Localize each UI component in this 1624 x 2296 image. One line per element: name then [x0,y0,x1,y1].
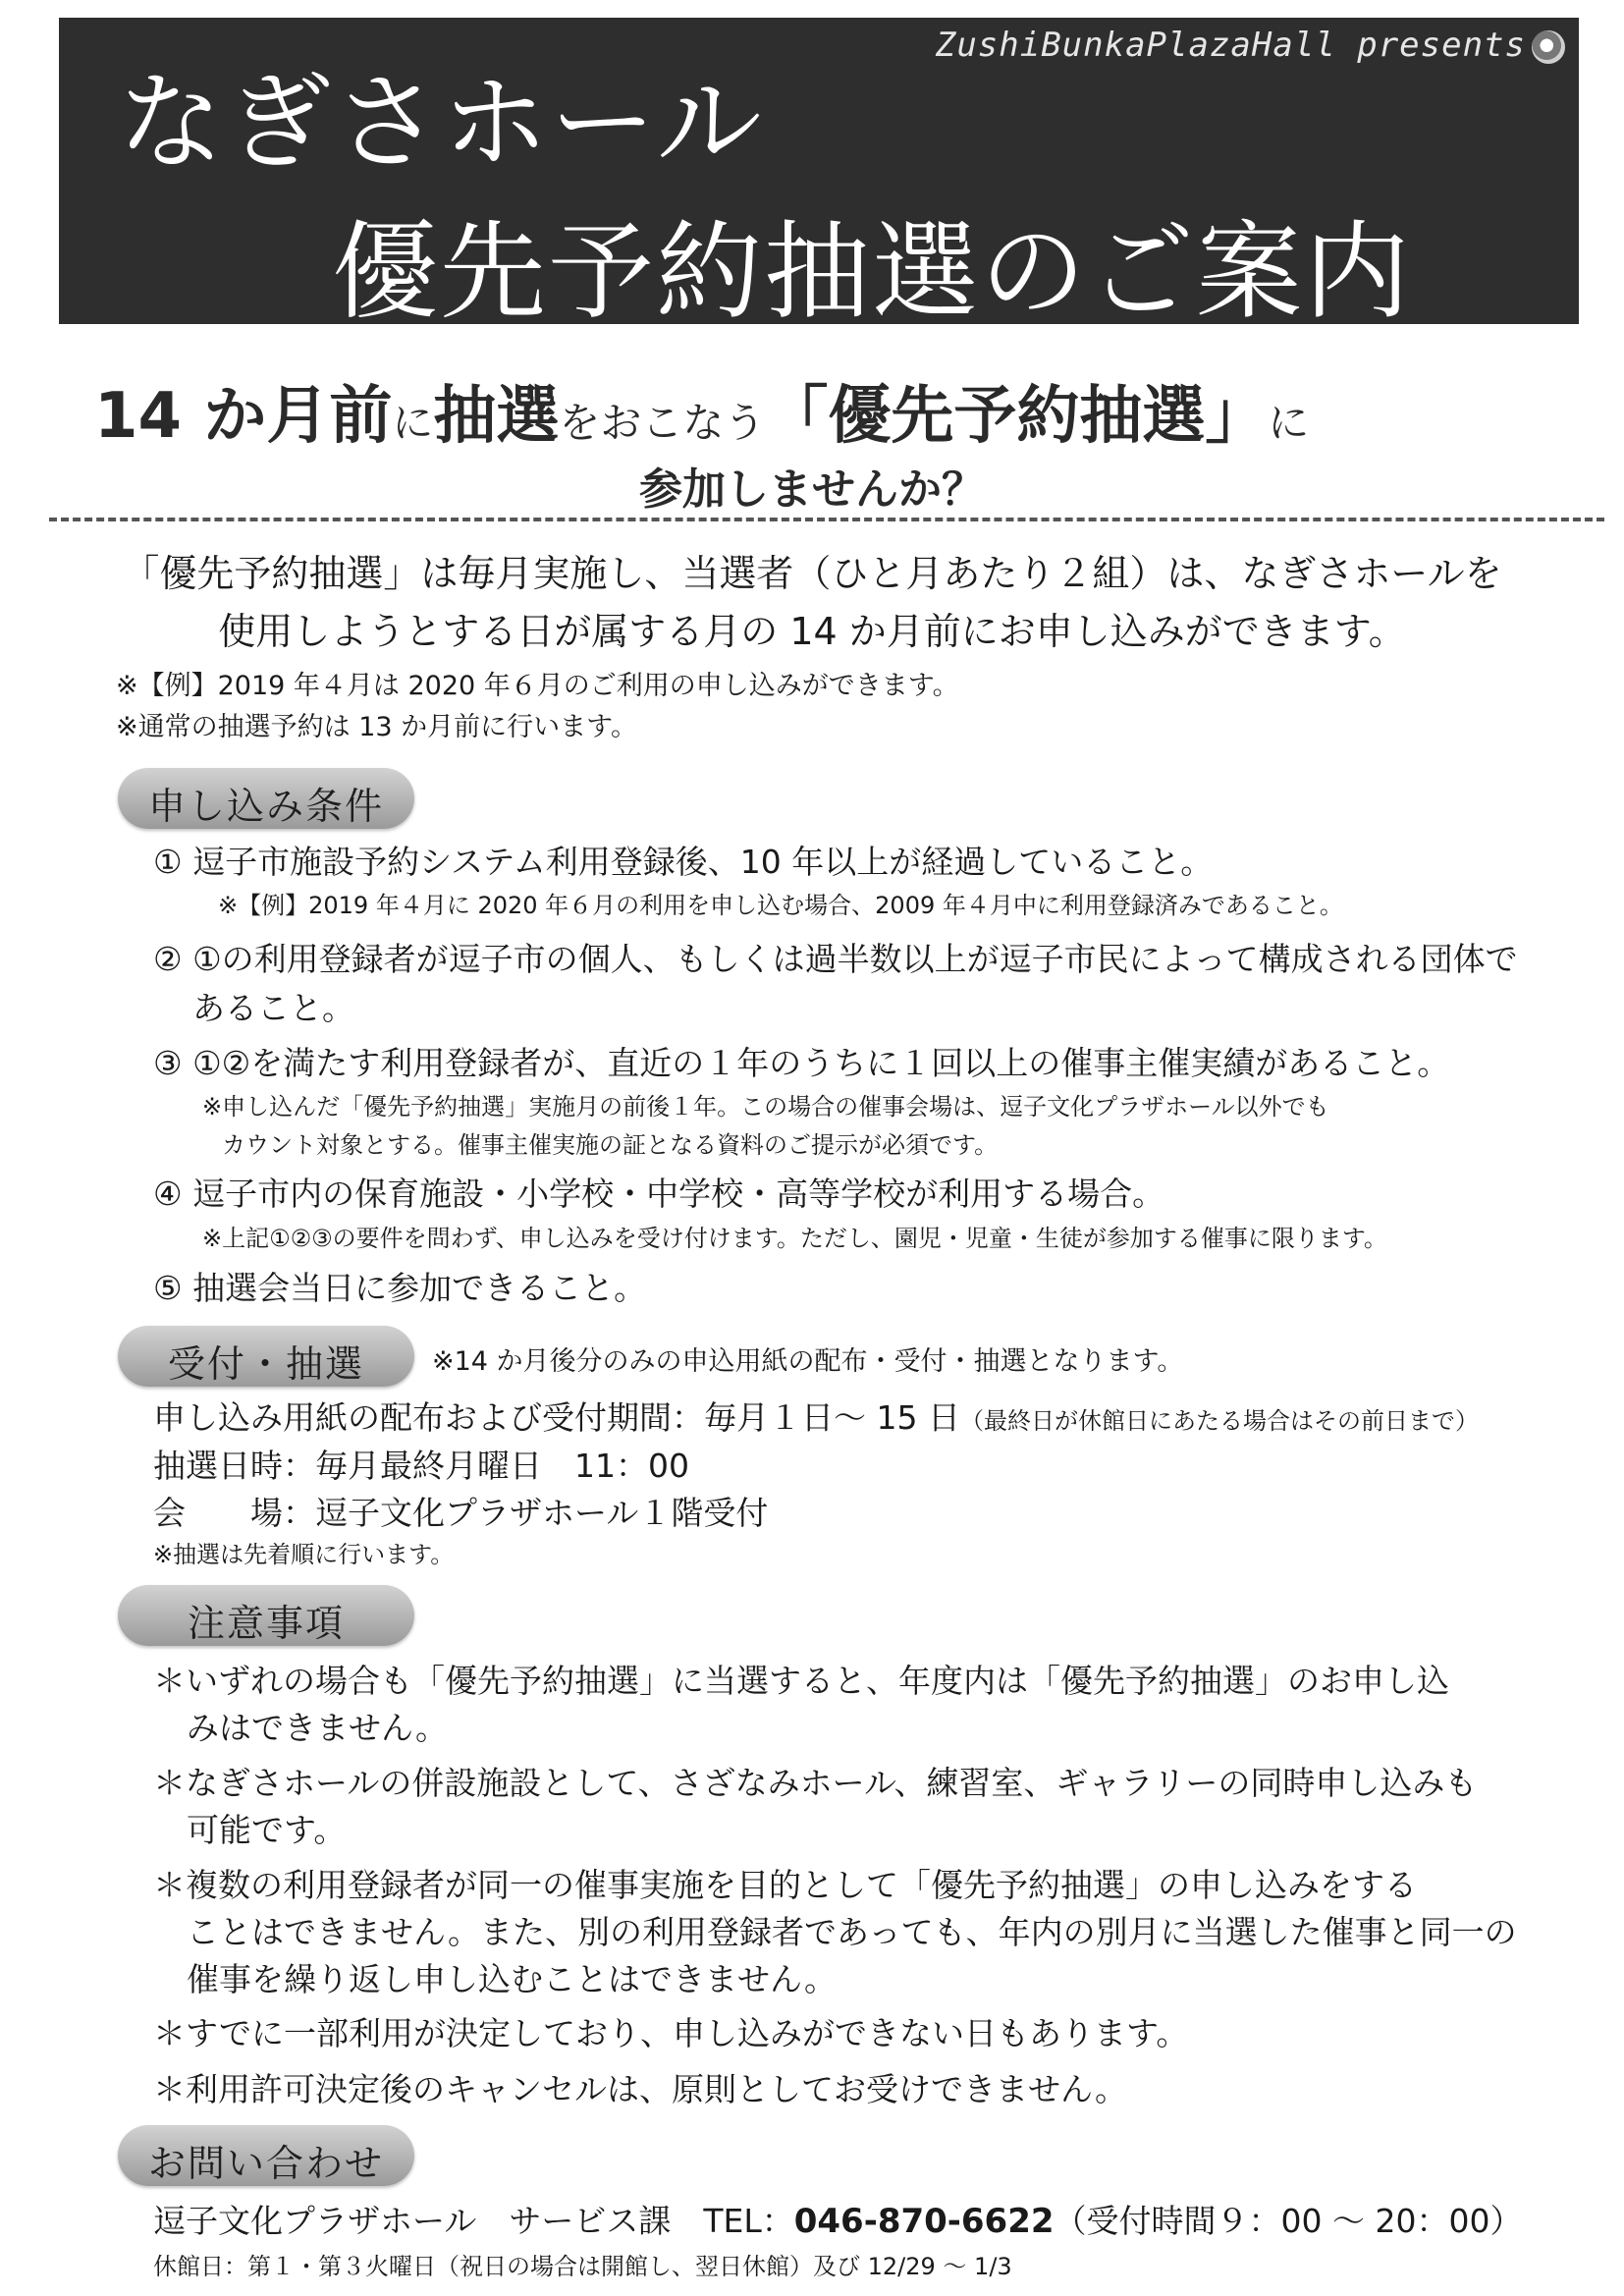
notices-heading-text: 注意事項 [187,1602,345,1645]
condition-3-note2: カウント対象とする。催事主催実施の証となる資料のご提示が必須です。 [222,1131,999,1159]
condition-3-note1: ※申し込んだ「優先予約抽選」実施月の前後１年。この場合の催事会場は、逗子文化プラザホール以外でも [202,1093,1329,1121]
reception-heading-note: ※14 か月後分のみの申込用紙の配布・受付・抽選となります。 [432,1346,1184,1377]
notice-1-line2: みはできません。 [187,1709,448,1747]
lottery-venue: 会 場：逗子文化プラザホール１階受付 [153,1494,769,1532]
reception-period-note: （最終日が休館日にあたる場合はその前日まで） [959,1407,1479,1435]
presenter-text: ZushiBunkaPlazaHall presents [935,26,1526,65]
page-title-line2: 優先予約抽選のご案内 [332,211,1413,334]
contact-heading [118,2125,414,2186]
condition-5: ⑤ 抽選会当日に参加できること。 [153,1269,647,1307]
headline-part5: 「優先予約抽選」 [765,380,1269,453]
hall-logo-icon [1532,30,1565,64]
notice-4: ＊すでに一部利用が決定しており、申し込みができない日もあります。 [153,2014,1189,2052]
presenter-credit [936,26,1565,65]
notice-2-line1: ＊なぎさホールの併設施設として、さざなみホール、練習室、ギャラリーの同時申し込みも [153,1764,1478,1802]
reception-period [153,1393,1479,1439]
reception-note: ※抽選は先着順に行います。 [153,1541,455,1568]
headline-part4: をおこなう [559,399,766,447]
condition-2-line2: あること。 [192,989,354,1027]
notice-1-line1: ＊いずれの場合も「優先予約抽選」に当選すると、年度内は「優先予約抽選」のお申し込 [153,1662,1449,1700]
headline-part3: 抽選 [433,380,560,453]
intro-line2: 使用しようとする日が属する月の 14 か月前にお申し込みができます。 [218,610,1406,653]
reception-heading [118,1326,414,1387]
notice-5: ＊利用許可決定後のキャンセルは、原則としてお受けできません。 [153,2070,1127,2108]
page-title-line1: なぎさホール [118,62,764,185]
contact-line [153,2196,1522,2242]
notice-2-line2: 可能です。 [187,1811,347,1849]
notice-3-line3: 催事を繰り返し申し込むことはできません。 [187,1960,837,1998]
contact-tel: 046-870-6622 [793,2202,1055,2241]
conditions-heading-text: 申し込み条件 [147,785,384,828]
condition-4: ④ 逗子市内の保育施設・小学校・中学校・高等学校が利用する場合。 [153,1175,1165,1213]
condition-3: ③ ①②を満たす利用登録者が、直近の１年のうちに１回以上の催事主催実績があること。 [153,1044,1450,1082]
title-banner [59,18,1579,334]
intro-note2: ※通常の抽選予約は 13 か月前に行います。 [116,712,637,742]
intro-note1: ※【例】2019 年４月は 2020 年６月のご利用の申し込みができます。 [116,671,959,701]
headline-part2: に [392,399,434,447]
intro-line1: 「優先予約抽選」は毎月実施し、当選者（ひと月あたり２組）は、なぎさホールを [122,552,1502,595]
headline-part6: に [1268,399,1310,447]
dashed-divider [49,518,1604,521]
contact-hours: （受付時間９：00 ～ 20：00） [1054,2202,1523,2240]
lottery-datetime: 抽選日時：毎月最終月曜日 11：00 [153,1447,689,1485]
condition-1-note: ※【例】2019 年４月に 2020 年６月の利用を申し込む場合、2009 年４月中に利用登録済みであること。 [218,892,1343,919]
headline-sub: 参加しませんか？ [639,465,985,515]
closed-days: 休館日：第１・第３火曜日（祝日の場合は開館し、翌日休館）及び 12/29 ～ 1/3 [153,2253,1012,2280]
headline-part1: 14 か月前 [94,380,393,453]
condition-4-note: ※上記①②③の要件を問わず、申し込みを受け付けます。ただし、園児・児童・生徒が参加する催事に限ります。 [202,1225,1387,1252]
reception-heading-text: 受付・抽選 [167,1342,364,1386]
contact-heading-text: お問い合わせ [147,2142,384,2185]
contact-org: 逗子文化プラザホール サービス課 TEL： [153,2202,794,2240]
notices-heading [118,1585,414,1646]
headline [94,365,1309,456]
reception-period-text: 申し込み用紙の配布および受付期間：毎月１日～ 15 日 [153,1398,960,1437]
conditions-heading [118,768,414,829]
condition-1: ① 逗子市施設予約システム利用登録後、10 年以上が経過していること。 [153,843,1214,881]
condition-2-line1: ② ①の利用登録者が逗子市の個人、もしくは過半数以上が逗子市民によって構成される団体で [153,940,1518,978]
notice-3-line1: ＊複数の利用登録者が同一の催事実施を目的として「優先予約抽選」の申し込みをする [153,1866,1417,1904]
notice-3-line2: ことはできません。また、別の利用登録者であっても、年内の別月に当選した催事と同一の [187,1913,1517,1951]
